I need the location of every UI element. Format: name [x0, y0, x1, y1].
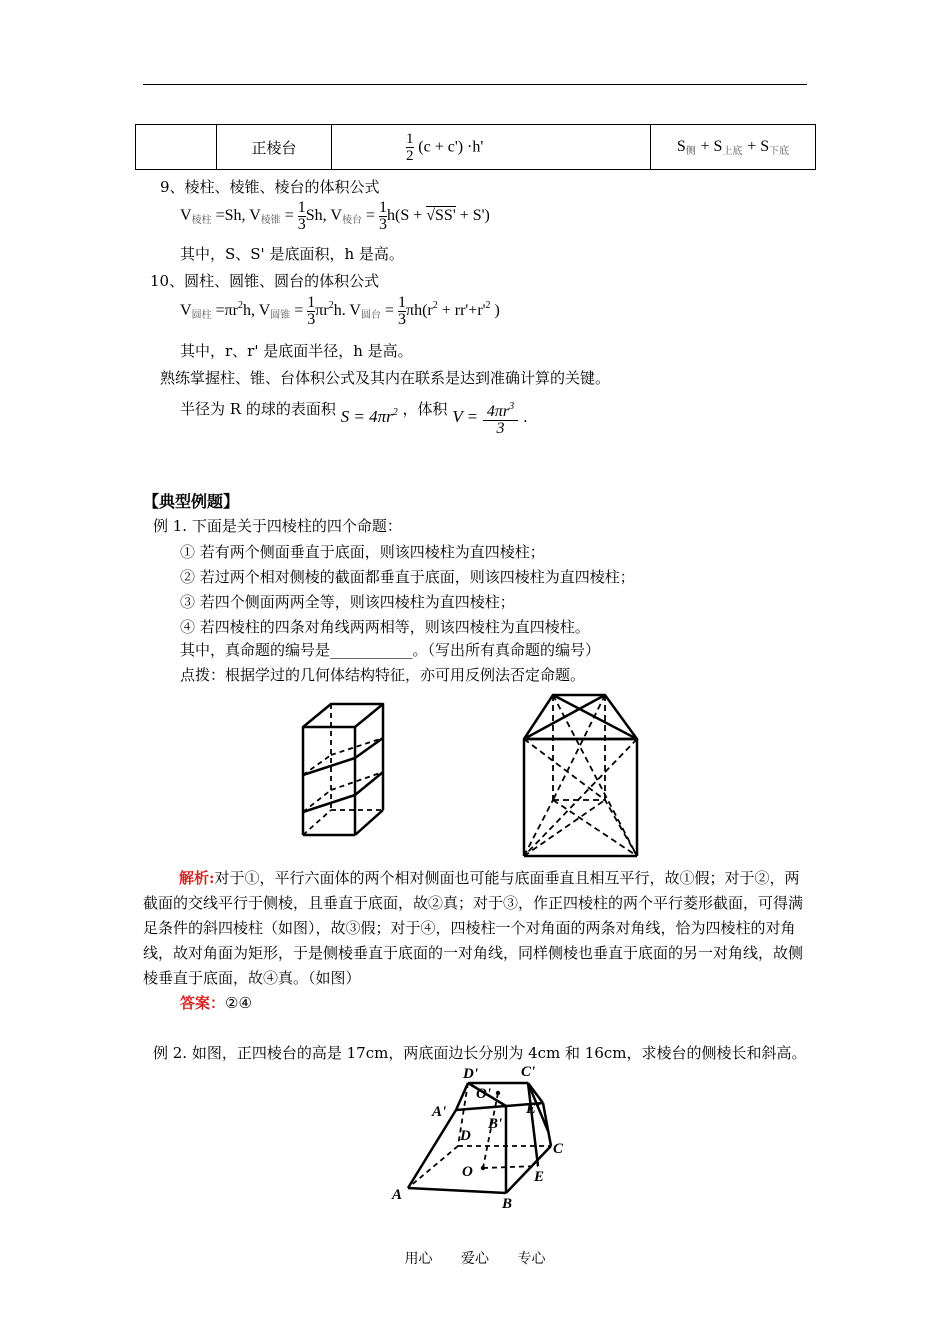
label-O: O [462, 1164, 473, 1180]
label-B1: B' [488, 1116, 503, 1132]
table-cell-name: 正棱台 [217, 125, 332, 170]
label-A1: A' [432, 1104, 447, 1120]
section-10-heading: 10、圆柱、圆锥、圆台的体积公式 [150, 272, 380, 290]
key-remark: 熟练掌握柱、锥、台体积公式及其内在联系是达到准确计算的关键。 [160, 369, 611, 387]
label-E1: E' [526, 1101, 541, 1117]
example-1-hint: 点拨：根据学过的几何体结构特征，亦可用反例法否定命题。 [180, 666, 586, 684]
example-1-item-2: ② 若过两个相对侧棱的截面都垂直于底面，则该四棱柱为直四棱柱； [180, 568, 635, 586]
label-B: B [502, 1196, 513, 1212]
section-10-formula: $V_{圆柱} =\pi r^2h$, $V_{圆锥}$ = $\frac{1}{3}$ $\pi r^2h$. $V_{圆台}$ = $\frac{1}{3}$ $\pi h(r^2 + rr'+r'^2$ ) [180, 294, 500, 328]
table-row [136, 125, 816, 170]
label-C1: C' [521, 1064, 536, 1080]
example-1-analysis: 解析:对于①，平行六面体的两个相对侧面也可能与底面垂直且相互平行，故①假；对于②，两截面的交线平行于侧棱，且垂直于底面，故②真；对于③，作正四棱柱的两个平行菱形截面，可得满足条件的斜四棱柱（如图），故③假；对于④，四棱柱一个对角面的两条对角线，恰为四棱柱的对角线，故对角面为矩形，于是侧棱垂直于底面的一对角线，同样侧棱也垂直于底面的另一对角线，故侧棱垂直于底面，故④真。（如图） [143, 869, 804, 987]
section-9-heading: 9、棱柱、棱锥、棱台的体积公式 [160, 178, 380, 196]
sphere-formula: 半径为 R 的球的表面积 $S = 4\pi r^2$ ，体积 V = $\frac{4\pi r^3}{3}$ . [180, 400, 528, 437]
example-1-answer: 答案：②④ [180, 994, 252, 1012]
label-D1: D' [463, 1066, 478, 1082]
fraction-half: $\frac{1}{2}$ [406, 130, 414, 164]
table-cell-total-area: $S_侧 + S_{上底} + S_{下底}$ [651, 125, 816, 170]
frustum-figure [388, 1058, 578, 1213]
section-9-note: 其中，S、S' 是底面积，h 是高。 [180, 245, 404, 263]
example-2-text: 例 2. 如图，正四棱台的高是 17cm，两底面边长分别为 4cm 和 16cm，求棱台的侧棱长和斜高。 [153, 1044, 807, 1062]
table-cell-empty [136, 125, 217, 170]
label-C: C [553, 1141, 564, 1157]
header-rule [143, 84, 807, 85]
right-prism-diagonals-figure [515, 690, 645, 862]
label-A: A [392, 1187, 403, 1203]
example-1-question: 其中，真命题的编号是___________。（写出所有真命题的编号） [180, 641, 601, 659]
example-1-item-4: ④ 若四棱柱的四条对角线两两相等，则该四棱柱为直四棱柱。 [180, 618, 590, 636]
section-9-formula: $V_{棱柱} =Sh$, $V_{棱锥}$ = $\frac{1}{3}$ Sh, $V_{棱台}$ = $\frac{1}{3}$ h(S + √SS' + S') [180, 199, 490, 233]
surface-area-table [135, 124, 816, 170]
table-cell-lateral-area: $\frac{1}{2}$ (c + c') ·h' [332, 125, 651, 170]
section-10-note: 其中，r、r' 是底面半径，h 是高。 [180, 342, 413, 360]
label-O1: O' [476, 1086, 491, 1102]
example-1-intro: 例 1. 下面是关于四棱柱的四个命题： [153, 517, 402, 535]
label-D: D [460, 1128, 471, 1144]
oblique-prism-figure [295, 700, 390, 845]
page-footer: 用心 爱心 专心 [404, 1251, 546, 1267]
example-1-item-3: ③ 若四个侧面两两全等，则该四棱柱为直四棱柱； [180, 593, 515, 611]
examples-heading: 【典型例题】 [143, 492, 240, 511]
example-1-item-1: ① 若有两个侧面垂直于底面，则该四棱柱为直四棱柱； [180, 543, 545, 561]
label-E: E [534, 1169, 545, 1185]
